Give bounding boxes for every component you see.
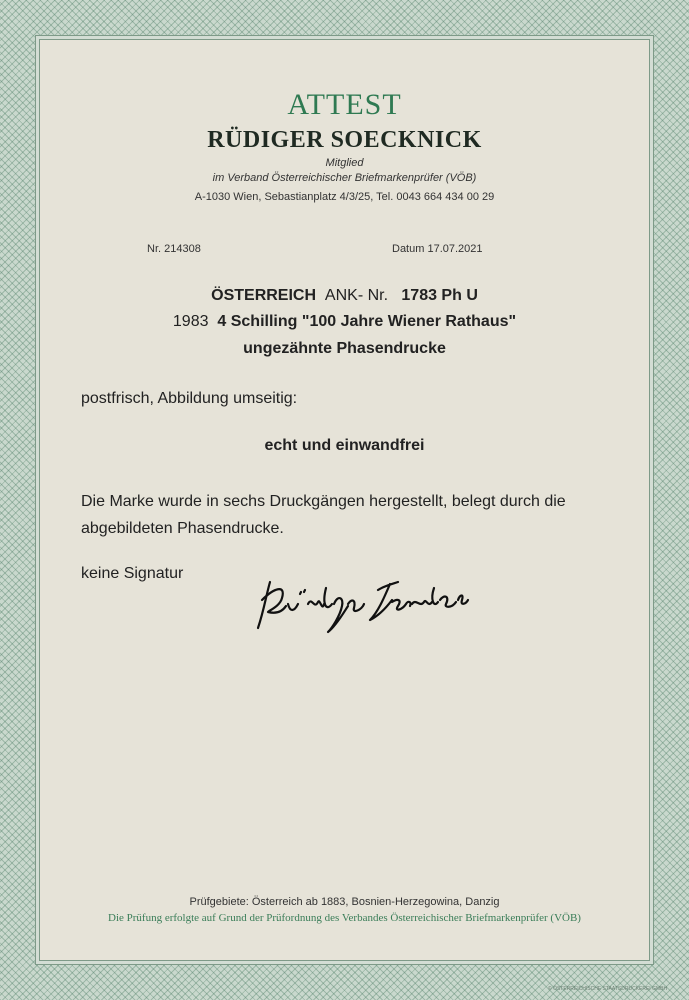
signature-note: keine Signatur	[81, 565, 184, 582]
condition-text: postfrisch, Abbildung umseitig:	[81, 390, 298, 407]
ank-label: ANK- Nr.	[324, 287, 389, 304]
production-note-line1: Die Marke wurde in sechs Druckgängen hergestellt, belegt durch die	[81, 493, 566, 510]
item-variant: ungezähnte Phasendrucke	[243, 340, 446, 357]
item-year: 1983	[172, 313, 209, 330]
item-description: 4 Schilling "100 Jahre Wiener Rathaus"	[217, 313, 517, 330]
organization: im Verband Österreichischer Briefmarkenprüfer (VÖB)	[212, 172, 477, 184]
handwritten-signature	[252, 570, 472, 640]
examiner-name: RÜDIGER SOECKNICK	[207, 127, 482, 153]
examination-basis: Die Prüfung erfolgte auf Grund der Prüfordnung des Verbandes Österreichischer Briefmarkenprüfer (VÖB)	[108, 912, 581, 924]
printer-imprint: © ÖSTERREICHISCHE STAATSDRUCKEREI GMBH	[548, 986, 668, 992]
member-label: Mitglied	[325, 157, 364, 169]
production-note-line2: abgebildeten Phasendrucke.	[81, 520, 284, 537]
item-country: ÖSTERREICH	[211, 287, 317, 304]
production-note	[81, 488, 621, 542]
certificate-title: ATTEST	[287, 88, 402, 121]
item-headline	[0, 287, 689, 305]
address: A-1030 Wien, Sebastianplatz 4/3/25, Tel. 0043 664 434 00 29	[194, 191, 495, 203]
catalog-number: 1783 Ph U	[401, 287, 478, 304]
certificate-date: Datum 17.07.2021	[392, 243, 483, 255]
certificate-number: Nr. 214308	[147, 243, 201, 255]
examination-areas: Prüfgebiete: Österreich ab 1883, Bosnien-Herzegowina, Danzig	[189, 896, 500, 908]
item-description-line	[0, 313, 689, 331]
verdict: echt und einwandfrei	[264, 437, 425, 454]
